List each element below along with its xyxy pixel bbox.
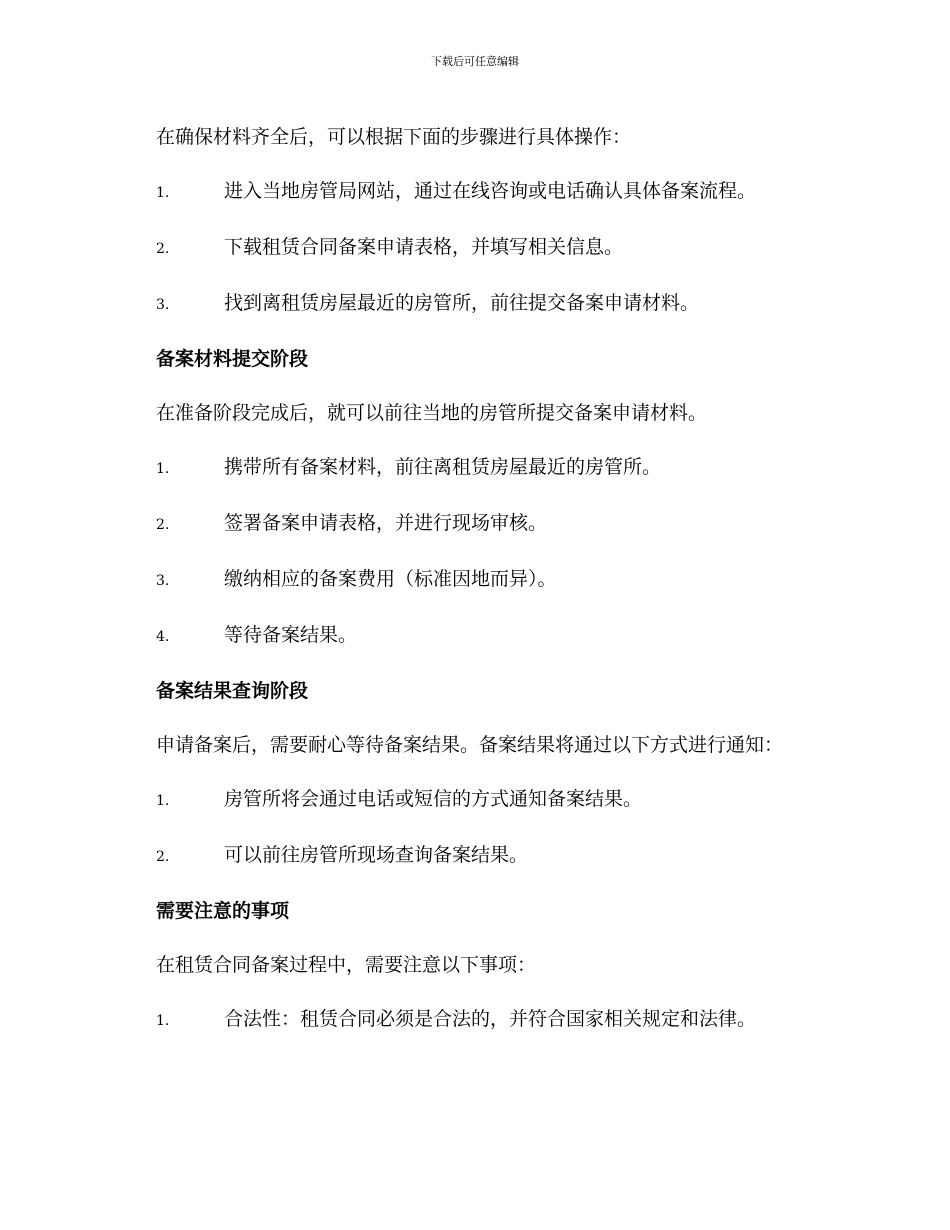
list-text: 找到离租赁房屋最近的房管所，前往提交备案申请材料。 xyxy=(224,292,700,314)
list-number: 1. xyxy=(156,185,170,201)
list-item xyxy=(112,276,832,332)
list-number: 4. xyxy=(156,629,170,645)
list-item xyxy=(112,828,832,884)
list-item xyxy=(112,220,832,276)
paragraph: 申请备案后，需要耐心等待备案结果。备案结果将通过以下方式进行通知： xyxy=(156,734,784,756)
list-text: 签署备案申请表格，并进行现场审核。 xyxy=(224,512,548,534)
list-item xyxy=(112,552,832,608)
list-item xyxy=(112,440,832,496)
list-number: 3. xyxy=(156,573,170,589)
list-number: 2. xyxy=(156,517,170,533)
list-text: 合法性：租赁合同必须是合法的，并符合国家相关规定和法律。 xyxy=(224,1008,757,1030)
list-item xyxy=(112,992,832,1048)
list-item xyxy=(112,608,832,664)
list-text: 缴纳相应的备案费用（标准因地而异）。 xyxy=(224,568,557,590)
list-item xyxy=(112,772,832,828)
list-text: 下载租赁合同备案申请表格，并填写相关信息。 xyxy=(224,236,624,258)
list-text: 携带所有备案材料，前往离租赁房屋最近的房管所。 xyxy=(224,456,662,478)
document-body xyxy=(112,110,832,1048)
list-item xyxy=(112,496,832,552)
paragraph: 在准备阶段完成后，就可以前往当地的房管所提交备案申请材料。 xyxy=(156,402,708,424)
list-text: 房管所将会通过电话或短信的方式通知备案结果。 xyxy=(224,788,643,810)
list-number: 2. xyxy=(156,849,170,865)
section-heading: 备案结果查询阶段 xyxy=(156,680,309,702)
list-text: 等待备案结果。 xyxy=(224,624,358,646)
list-number: 1. xyxy=(156,461,170,477)
list-number: 3. xyxy=(156,297,170,313)
section-heading: 备案材料提交阶段 xyxy=(156,348,309,370)
list-number: 1. xyxy=(156,793,170,809)
paragraph: 在确保材料齐全后，可以根据下面的步骤进行具体操作： xyxy=(156,126,632,148)
list-item xyxy=(112,164,832,220)
list-text: 可以前往房管所现场查询备案结果。 xyxy=(224,844,529,866)
list-number: 1. xyxy=(156,1013,170,1029)
list-text: 进入当地房管局网站，通过在线咨询或电话确认具体备案流程。 xyxy=(224,180,757,202)
section-heading: 需要注意的事项 xyxy=(156,900,290,922)
page-header: 下载后可任意编辑 xyxy=(431,55,519,68)
paragraph: 在租赁合同备案过程中，需要注意以下事项： xyxy=(156,954,537,976)
list-number: 2. xyxy=(156,241,170,257)
